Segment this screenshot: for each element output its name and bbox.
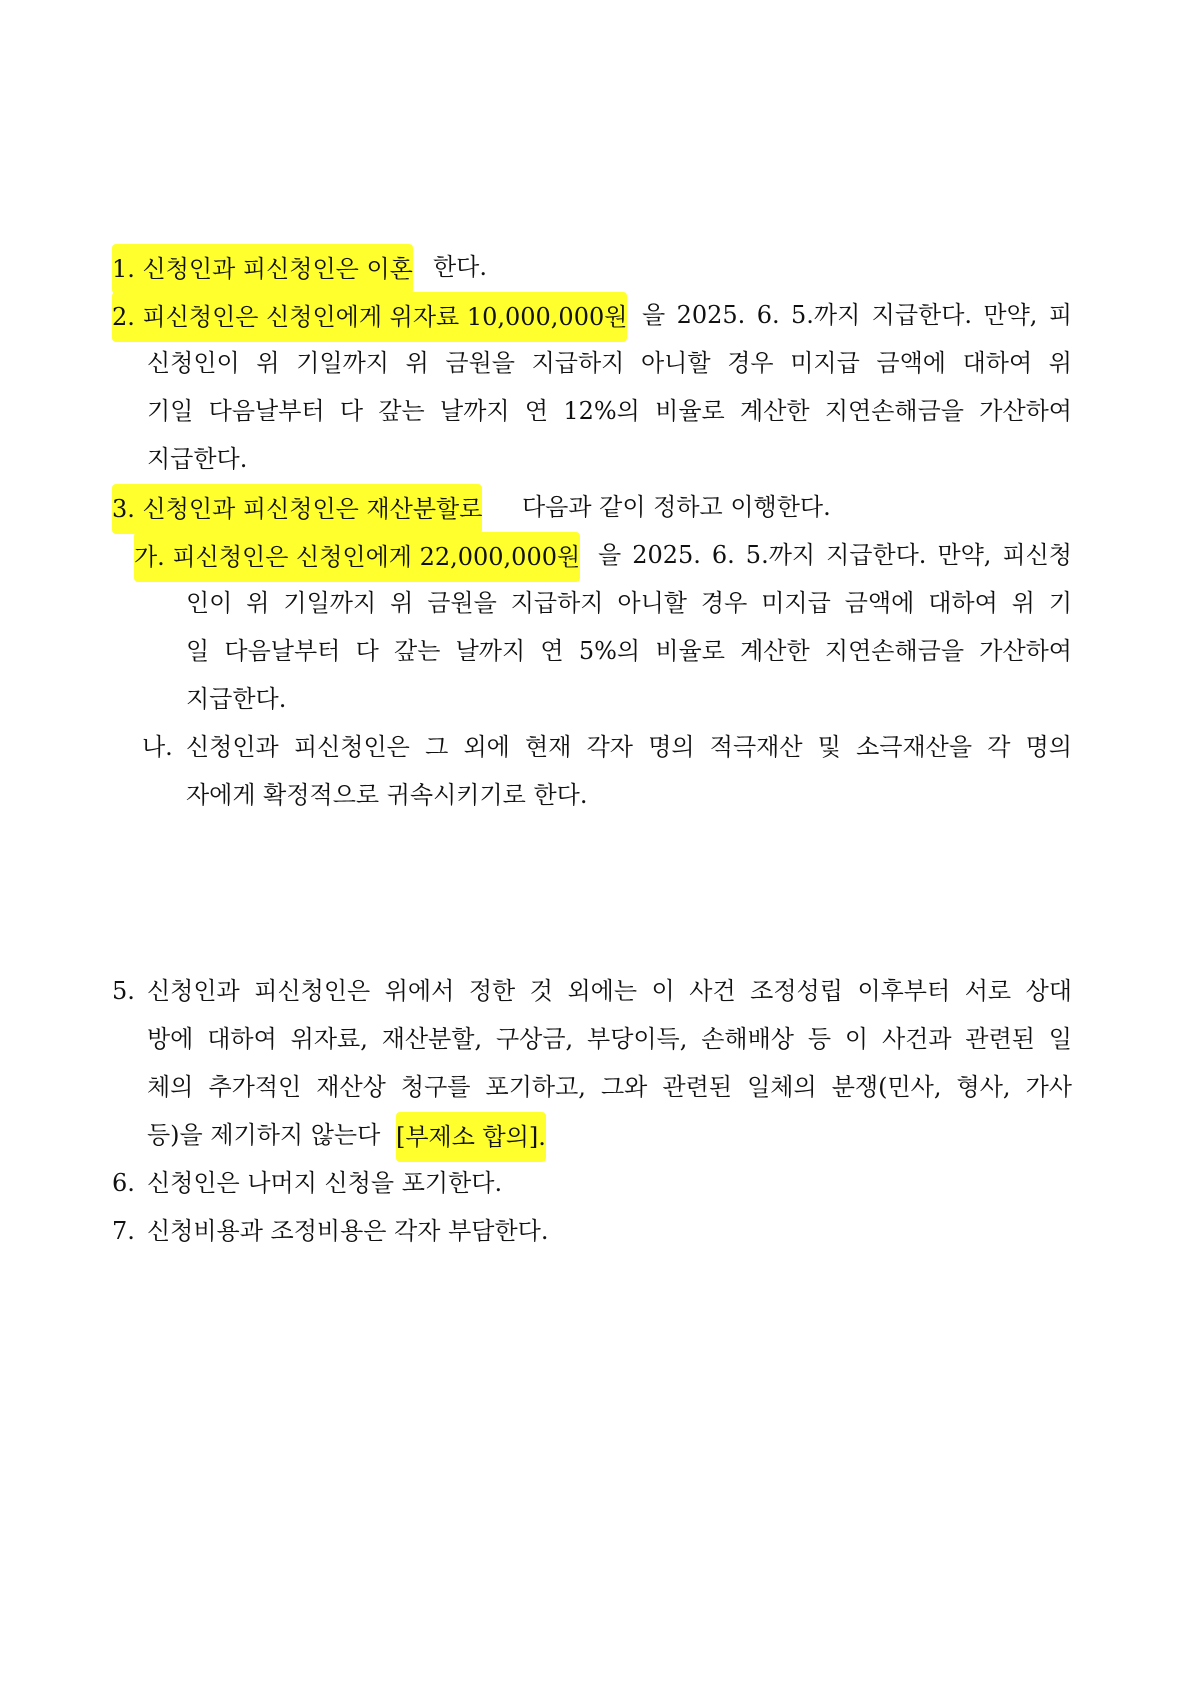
item-6-text: 신청인은 나머지 신청을 포기한다. xyxy=(147,1169,503,1197)
item-2-text-2: 신청인이 위 기일까지 위 금원을 지급하지 아니할 경우 미지급 금액에 대하여 위 xyxy=(147,349,1072,377)
item-1-number: 1. xyxy=(112,255,135,283)
item-5-text-3: 체의 추가적인 재산상 청구를 포기하고, 그와 관련된 일체의 분쟁(민사, 형사, 가사 xyxy=(147,1073,1072,1101)
item-3-highlighted-text: 신청인과 피신청인은 재산분할로 xyxy=(142,495,483,523)
sub-item-ga-text-1: 을 2025. 6. 5.까지 지급한다. 만약, 피신청 xyxy=(598,541,1072,569)
sub-item-ga-text-2: 인이 위 기일까지 위 금원을 지급하지 아니할 경우 미지급 금액에 대하여 위 기 xyxy=(186,589,1072,617)
item-2-line-4 xyxy=(0,436,1190,482)
item-3-highlighted xyxy=(112,484,482,534)
item-1-highlighted xyxy=(112,244,413,294)
item-1-text: 한다. xyxy=(433,253,487,281)
item-5-line-1 xyxy=(0,968,1190,1014)
sub-item-na-line-1 xyxy=(0,724,1190,770)
item-5-text-4: 등)을 제기하지 않는다 xyxy=(147,1121,381,1149)
item-2-line-1 xyxy=(0,292,1190,338)
item-3 xyxy=(0,484,1190,530)
sub-item-ga-line-3 xyxy=(0,628,1190,674)
item-6 xyxy=(0,1160,1190,1206)
item-5-text-1: 신청인과 피신청인은 위에서 정한 것 외에는 이 사건 조정성립 이후부터 서로 상대 xyxy=(147,977,1072,1005)
sub-item-na-label: 나. xyxy=(142,733,173,761)
sub-item-ga-line-4 xyxy=(0,676,1190,722)
item-7-number: 7. xyxy=(112,1217,135,1245)
sub-item-ga-text-4: 지급한다. xyxy=(186,685,287,713)
sub-item-na-line-2 xyxy=(0,772,1190,818)
item-2-highlighted-text: 피신청인은 신청인에게 위자료 10,000,000원 xyxy=(142,303,628,331)
item-5-text-2: 방에 대하여 위자료, 재산분할, 구상금, 부당이득, 손해배상 등 이 사건과 관련된 일 xyxy=(147,1025,1072,1053)
item-7-text: 신청비용과 조정비용은 각자 부담한다. xyxy=(147,1217,549,1245)
item-2-line-3 xyxy=(0,388,1190,434)
item-2-text-1: 을 2025. 6. 5.까지 지급한다. 만약, 피 xyxy=(642,301,1072,329)
item-2-text-3: 기일 다음날부터 다 갚는 날까지 연 12%의 비율로 계산한 지연손해금을 가산하여 xyxy=(147,397,1072,425)
sub-item-ga-label: 가. xyxy=(134,543,165,571)
sub-item-ga-highlighted-text: 피신청인은 신청인에게 22,000,000원 xyxy=(172,543,581,571)
sub-item-ga-text-3: 일 다음날부터 다 갚는 날까지 연 5%의 비율로 계산한 지연손해금을 가산하여 xyxy=(186,637,1072,665)
item-7 xyxy=(0,1208,1190,1254)
item-1-highlighted-text: 신청인과 피신청인은 이혼 xyxy=(142,255,413,283)
item-2-line-2 xyxy=(0,340,1190,386)
item-1 xyxy=(0,244,1190,290)
sub-item-ga-highlighted xyxy=(134,532,580,582)
item-6-number: 6. xyxy=(112,1169,135,1197)
item-3-number: 3. xyxy=(112,495,135,523)
item-2-number: 2. xyxy=(112,303,135,331)
item-5-highlighted-text: [부제소 합의]. xyxy=(396,1112,546,1162)
sub-item-na-text-1: 신청인과 피신청인은 그 외에 현재 각자 명의 적극재산 및 소극재산을 각 명의 xyxy=(186,733,1072,761)
sub-item-ga-line-2 xyxy=(0,580,1190,626)
item-5-number: 5. xyxy=(112,977,135,1005)
sub-item-na-text-2: 자에게 확정적으로 귀속시키기로 한다. xyxy=(186,781,588,809)
item-5-line-2 xyxy=(0,1016,1190,1062)
item-2-highlighted xyxy=(112,292,627,342)
item-5-line-4 xyxy=(0,1112,1190,1158)
sub-item-ga-line-1 xyxy=(0,532,1190,578)
item-3-text: 다음과 같이 정하고 이행한다. xyxy=(522,493,831,521)
item-5-line-3 xyxy=(0,1064,1190,1110)
item-2-text-4: 지급한다. xyxy=(147,445,248,473)
